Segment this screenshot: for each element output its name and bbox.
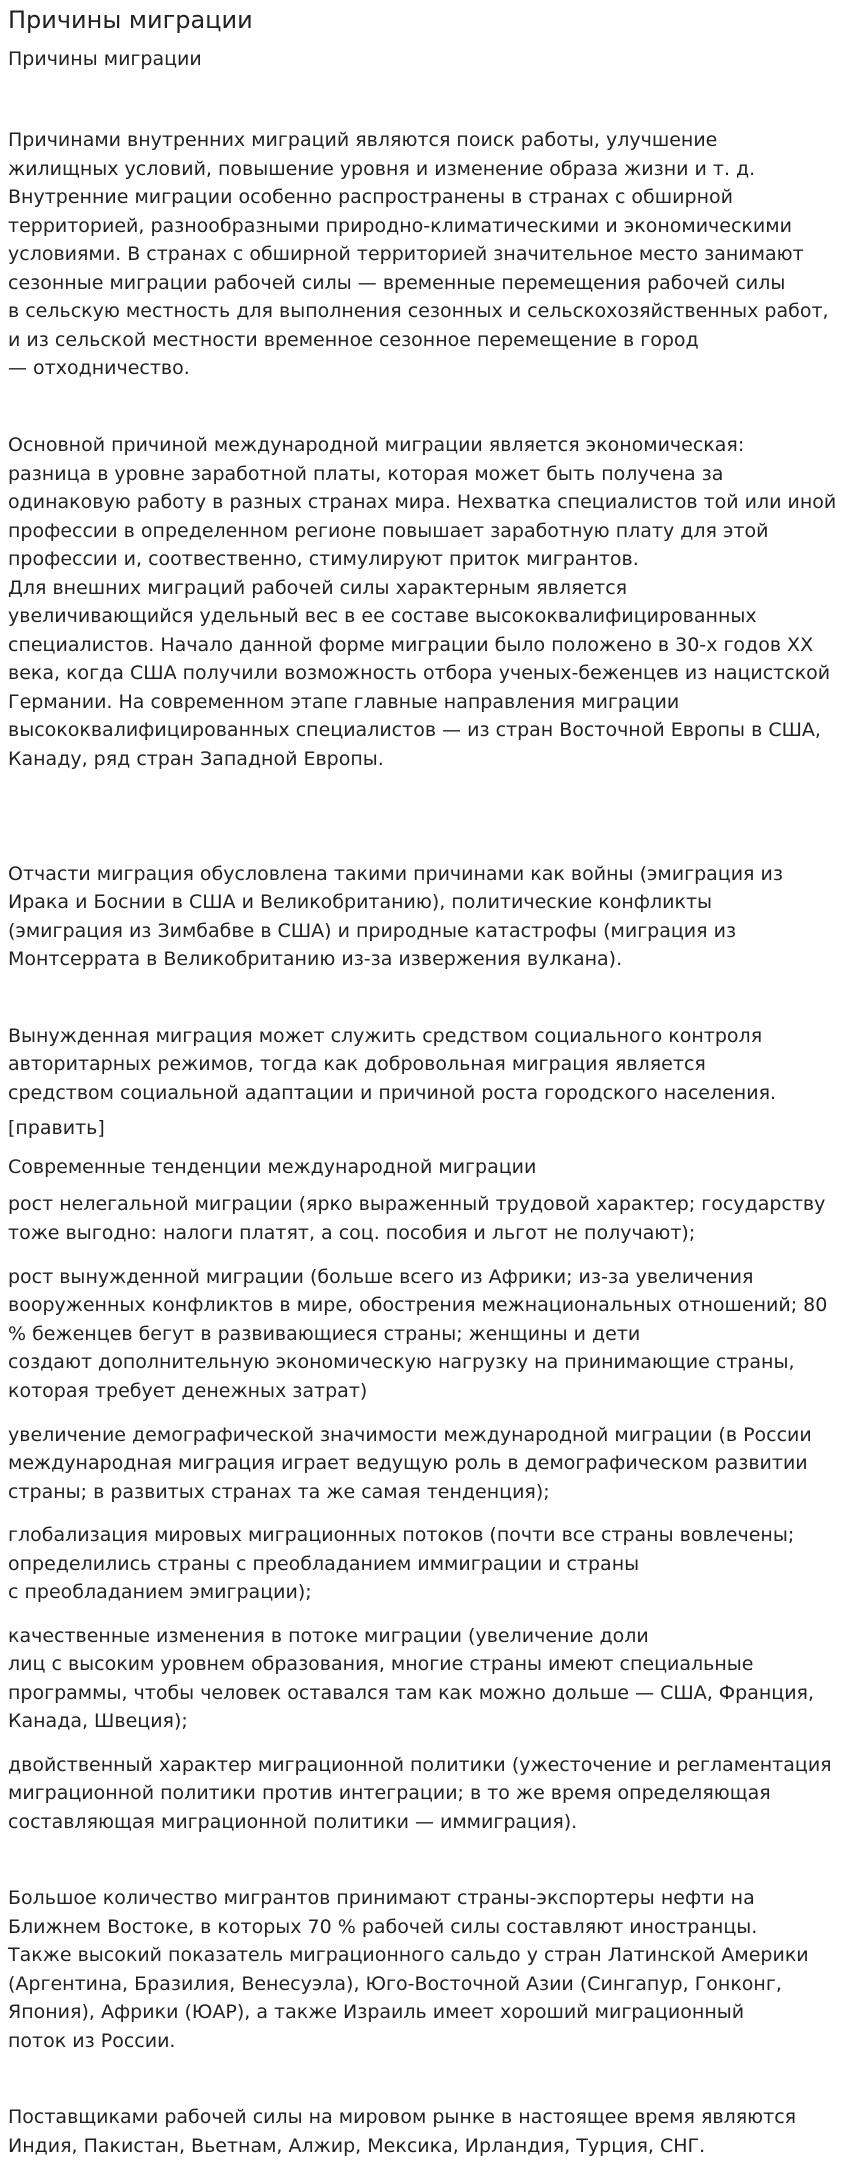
text-line: увеличение демографической значимости международной миграции (в России (8, 1424, 812, 1446)
text-line: условиями. В странах с обширной территорией значительное место занимают (8, 243, 804, 265)
text-line: Вынужденная миграция может служить средством социального контроля (8, 1025, 763, 1047)
text-line: которая требует денежных затрат) (8, 1380, 368, 1402)
edit-link[interactable]: [править] (8, 1117, 105, 1139)
text-line: программы, чтобы человек оставался там как можно дольше — США, Франция, (8, 1682, 815, 1704)
text-line: поток из России. (8, 2030, 176, 2052)
text-line: двойственный характер миграционной политики (ужесточение и регламентация (8, 1754, 832, 1776)
text-line: тоже выгодно: налоги платят, а соц. пособия и льгот не получают); (8, 1222, 696, 1244)
text-line: лиц с высоким уровнем образования, многие страны имеют специальные (8, 1653, 754, 1675)
text-line: рост вынужденной миграции (больше всего из Африки; из-за увеличения (8, 1266, 754, 1288)
section-heading: Современные тенденции международной миграции (8, 1156, 537, 1178)
text-line: средством социальной адаптации и причиной роста городского населения. (8, 1082, 777, 1104)
text-line: Основной причиной международной миграции является экономическая: (8, 434, 745, 456)
text-line: Канаду, ряд стран Западной Европы. (8, 748, 384, 770)
page-title: Причины миграции (8, 6, 253, 34)
text-line: разница в уровне заработной платы, которая может быть получена за (8, 463, 724, 485)
text-line: составляющая миграционной политики — иммиграция). (8, 1811, 578, 1833)
text-line: определились страны с преобладанием иммиграции и страны (8, 1553, 640, 1575)
text-line: создают дополнительную экономическую нагрузку на принимающие страны, (8, 1351, 795, 1373)
text-line: (Аргентина, Бразилия, Венесуэла), Юго-Восточной Азии (Сингапур, Гонконг, (8, 1973, 782, 1995)
text-line: профессии и, соотвественно, стимулируют приток мигрантов. (8, 548, 639, 570)
text-line: Также высокий показатель миграционного сальдо у стран Латинской Америки (8, 1944, 809, 1966)
text-line: Поставщиками рабочей силы на мировом рынке в настоящее время являются (8, 2106, 797, 2128)
text-line: вооруженных конфликтов в мире, обострения межнациональных отношений; 80 (8, 1294, 828, 1316)
text-line: Индия, Пакистан, Вьетнам, Алжир, Мексика, Ирландия, Турция, СНГ. (8, 2135, 706, 2157)
text-line: века, когда США получили возможность отбора ученых-беженцев из нацистской (8, 662, 831, 684)
text-line: страны; в развитых странах та же самая тенденция); (8, 1481, 550, 1503)
text-line: одинаковую работу в разных странах мира. Нехватка специалистов той или иной (8, 491, 837, 513)
text-line: Внутренние миграции особенно распространены в странах с обширной (8, 186, 733, 208)
text-line: профессии в определенном регионе повышает заработную плату для этой (8, 520, 769, 542)
text-line: Ближнем Востоке, в которых 70 % рабочей силы составляют иностранцы. (8, 1916, 758, 1938)
text-line: сезонные миграции рабочей силы — временные перемещения рабочей силы (8, 272, 786, 294)
text-line: авторитарных режимов, тогда как добровольная миграция является (8, 1053, 706, 1075)
text-line: (эмиграция из Зимбабве в США) и природные катастрофы (миграция из (8, 920, 737, 942)
text-line: жилищных условий, повышение уровня и изменение образа жизни и т. д. (8, 158, 756, 180)
text-line: Канада, Швеция); (8, 1710, 188, 1732)
text-line: и из сельской местности временное сезонное перемещение в город (8, 329, 699, 351)
text-line: Для внешних миграций рабочей силы характерным является (8, 577, 628, 599)
text-line: в сельскую местность для выполнения сезонных и сельскохозяйственных работ, (8, 300, 829, 322)
text-line: % беженцев бегут в развивающиеся страны; женщины и дети (8, 1323, 641, 1345)
text-line: высококвалифицированных специалистов — из стран Восточной Европы в США, (8, 719, 821, 741)
text-line: глобализация мировых миграционных потоков (почти все страны вовлечены; (8, 1524, 795, 1546)
text-line: территорией, разнообразными природно-климатическими и экономическими (8, 215, 792, 237)
page-subtitle: Причины миграции (8, 48, 202, 70)
text-line: миграционной политики против интеграции; в то же время определяющая (8, 1782, 771, 1804)
text-line: Причинами внутренних миграций являются поиск работы, улучшение (8, 129, 718, 151)
text-line: Отчасти миграция обусловлена такими причинами как войны (эмиграция из (8, 863, 783, 885)
text-line: Ирака и Боснии в США и Великобританию), политические конфликты (8, 891, 713, 913)
text-line: Монтсеррата в Великобританию из-за извержения вулкана). (8, 948, 623, 970)
text-line: Япония), Африки (ЮАР), а также Израиль имеет хороший миграционный (8, 2001, 745, 2023)
text-line: — отходничество. (8, 357, 190, 379)
text-line: международная миграция играет ведущую роль в демографическом развитии (8, 1452, 808, 1474)
text-line: Германии. На современном этапе главные направления миграции (8, 691, 680, 713)
text-line: увеличивающийся удельный вес в ее составе высококвалифицированных (8, 605, 757, 627)
text-line: с преобладанием эмиграции); (8, 1581, 312, 1603)
text-line: качественные изменения в потоке миграции (увеличение доли (8, 1625, 649, 1647)
text-line: специалистов. Начало данной форме миграции было положено в 30-х годов XX (8, 634, 814, 656)
text-line: рост нелегальной миграции (ярко выраженный трудовой характер; государству (8, 1193, 826, 1215)
text-line: Большое количество мигрантов принимают страны-экспортеры нефти на (8, 1887, 755, 1909)
